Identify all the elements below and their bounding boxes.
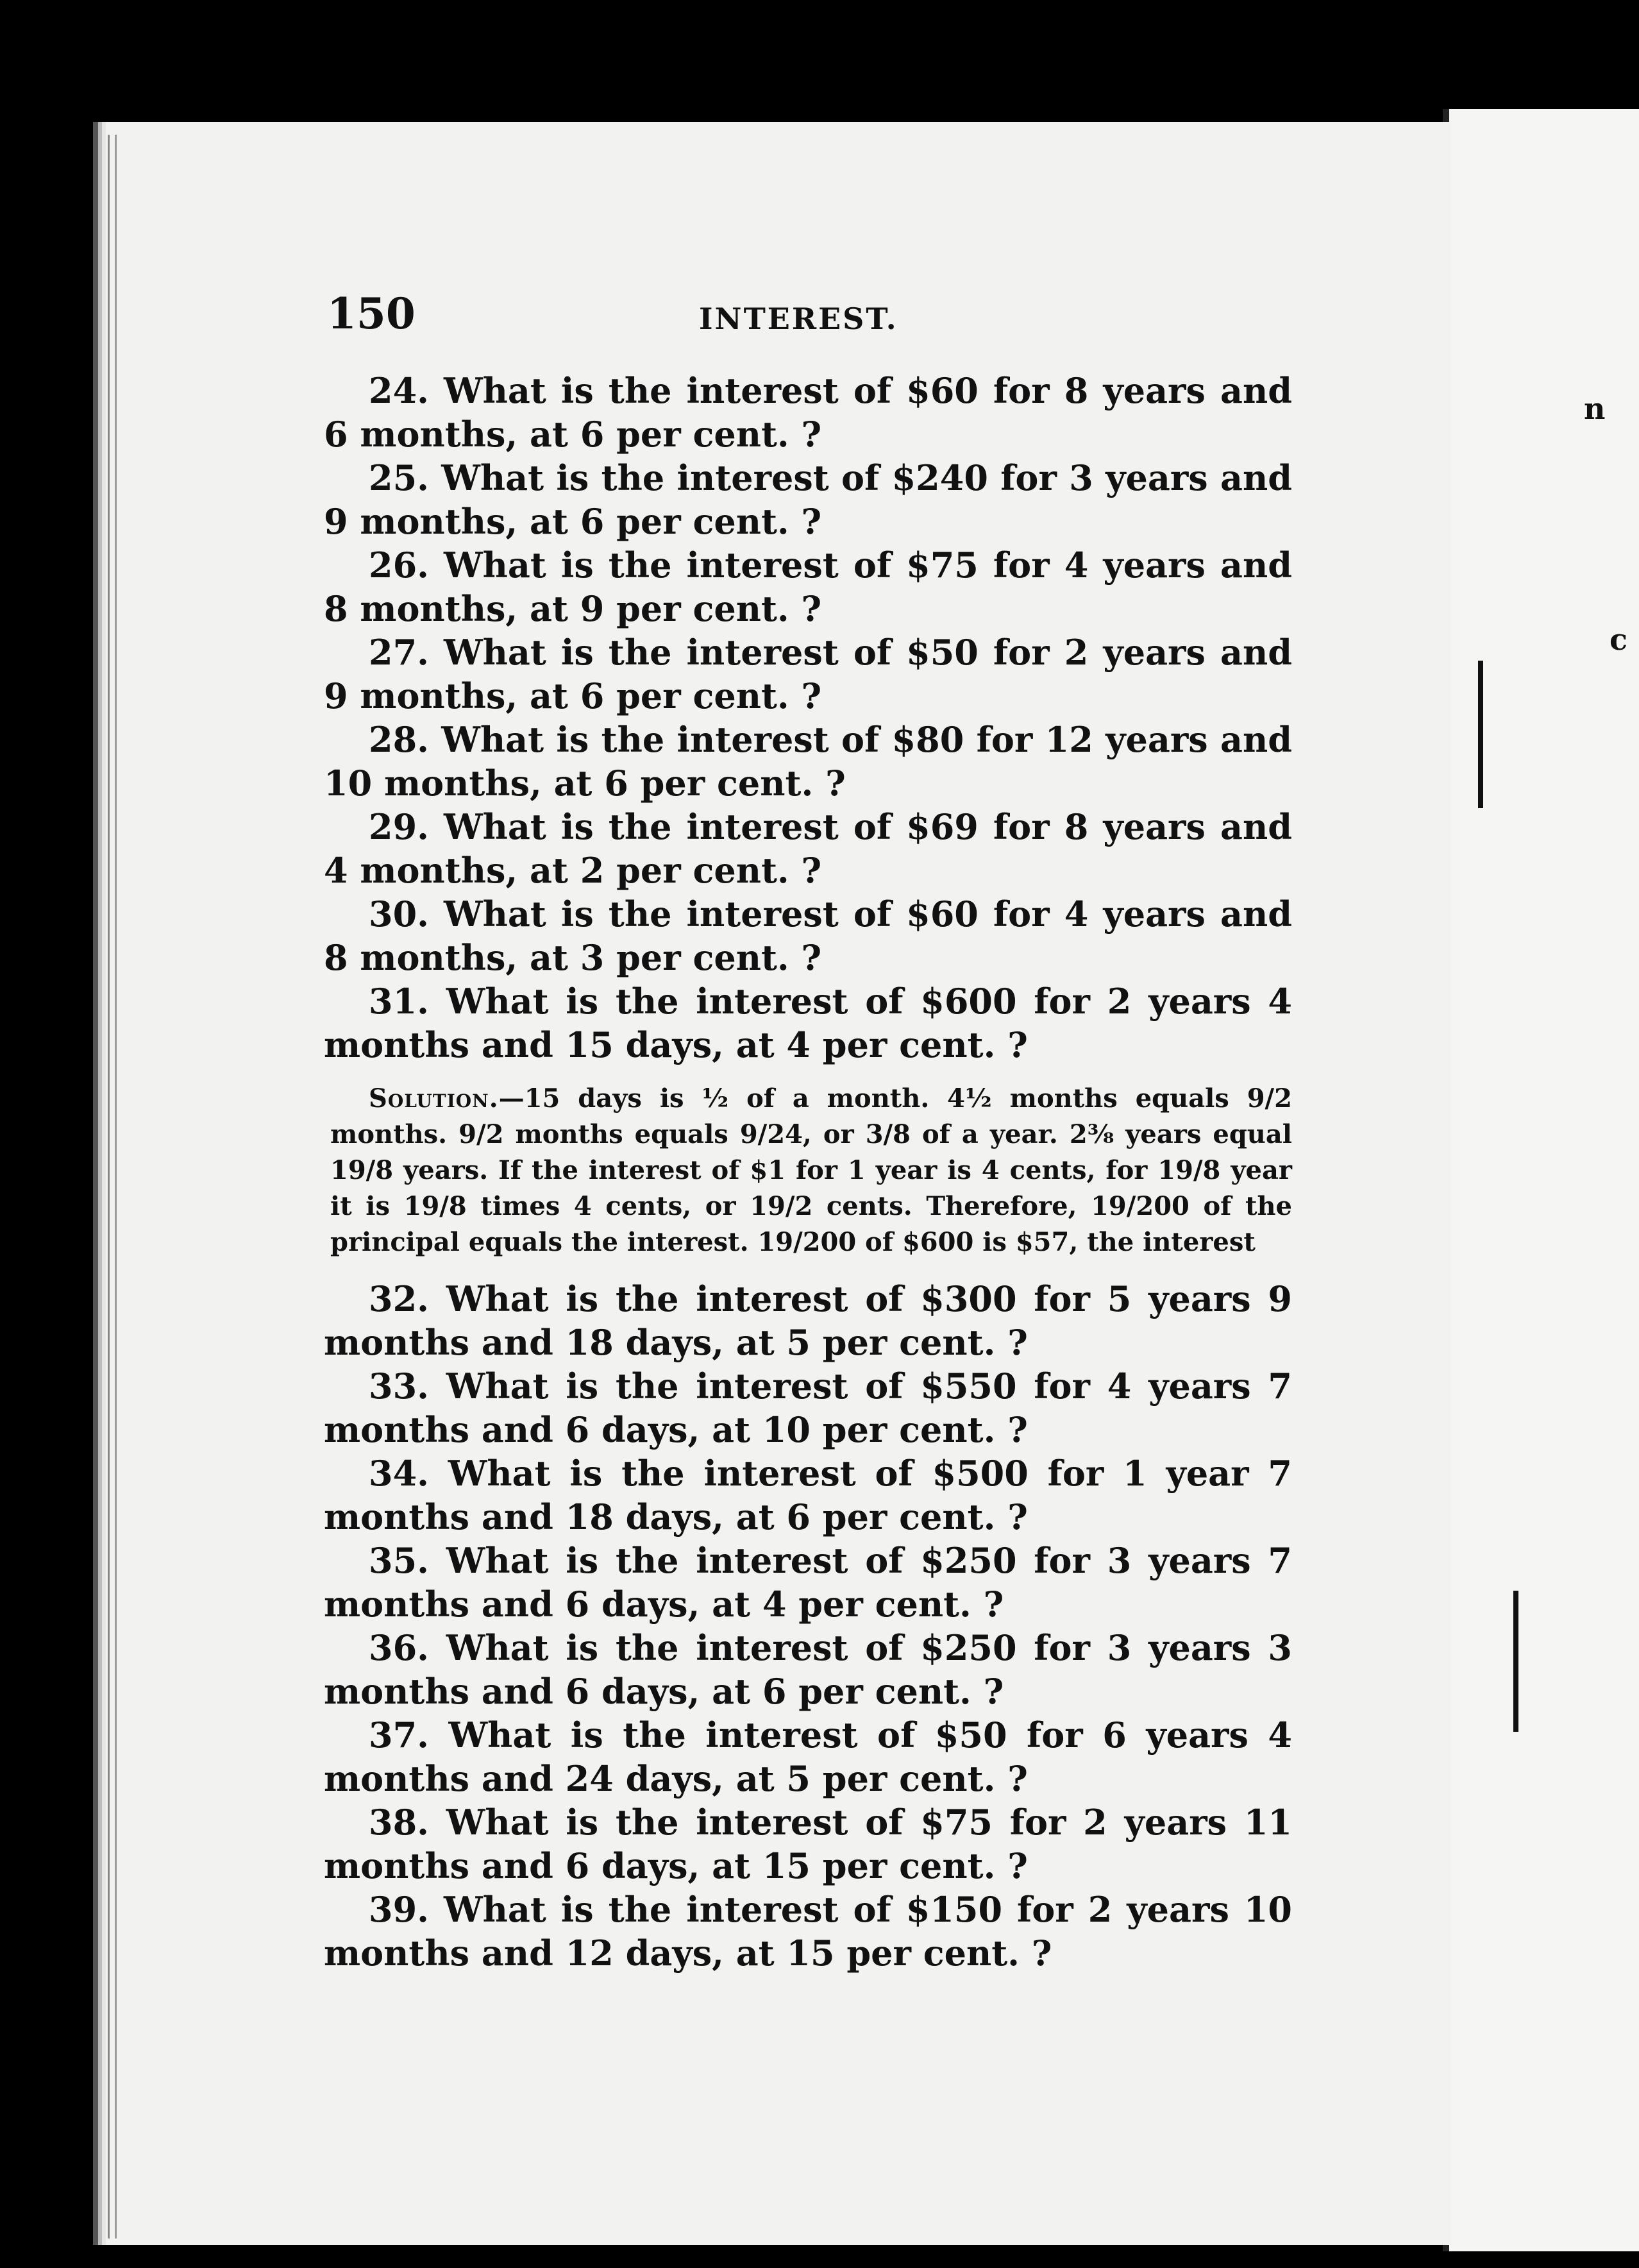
- question: 30. What is the interest of $60 for 4 years and 8 months, at 3 per cent. ?: [324, 893, 1292, 978]
- page-header: [327, 289, 1295, 346]
- facing-page-mark: [1513, 1591, 1518, 1732]
- question: 38. What is the interest of $75 for 2 years 11 months and 6 days, at 15 per cent. ?: [324, 1802, 1292, 1886]
- solution-text: —15 days is ½ of a month. 4½ months equals 9/2 months. 9/2 months equals 9/24, or 3/8 of a year. 2⅜ years equal 19/8 years. If the interest of $1 for 1 year is 4 cents, for 19/8 year it is 19/8 times 4 cents, or 19/2 cents. Therefore, 19/200 of the principal equals the interest. 19/200 of $600 is $57, the interest: [330, 1083, 1292, 1257]
- question: 35. What is the interest of $250 for 3 years 7 months and 6 days, at 4 per cent. ?: [324, 1540, 1292, 1625]
- question: 34. What is the interest of $500 for 1 year 7 months and 18 days, at 6 per cent. ?: [324, 1453, 1292, 1537]
- question: 32. What is the interest of $300 for 5 years 9 months and 18 days, at 5 per cent. ?: [324, 1278, 1292, 1363]
- facing-page: [1443, 109, 1639, 2251]
- facing-page-mark: [1478, 661, 1483, 808]
- question: 31. What is the interest of $600 for 2 years 4 months and 15 days, at 4 per cent. ?: [324, 981, 1292, 1065]
- question: 36. What is the interest of $250 for 3 years 3 months and 6 days, at 6 per cent. ?: [324, 1627, 1292, 1712]
- question: 39. What is the interest of $150 for 2 years 10 months and 12 days, at 15 per cent. ?: [324, 1889, 1292, 1974]
- running-head: INTEREST.: [699, 301, 898, 336]
- question: 27. What is the interest of $50 for 2 years and 9 months, at 6 per cent. ?: [324, 632, 1292, 716]
- page-edge: [108, 135, 117, 2238]
- text-block: [324, 369, 1292, 1975]
- facing-page-fragment-2: c: [1610, 622, 1628, 657]
- solution-label: Solution.: [369, 1083, 499, 1113]
- facing-page-fragment-1: n: [1584, 391, 1606, 426]
- question: 33. What is the interest of $550 for 4 years 7 months and 6 days, at 10 per cent. ?: [324, 1366, 1292, 1450]
- question: 25. What is the interest of $240 for 3 years and 9 months, at 6 per cent. ?: [324, 457, 1292, 542]
- page-number: 150: [327, 289, 416, 339]
- question: 29. What is the interest of $69 for 8 years and 4 months, at 2 per cent. ?: [324, 806, 1292, 891]
- question: 28. What is the interest of $80 for 12 years and 10 months, at 6 per cent. ?: [324, 719, 1292, 804]
- question: 37. What is the interest of $50 for 6 years 4 months and 24 days, at 5 per cent. ?: [324, 1714, 1292, 1799]
- question: 26. What is the interest of $75 for 4 years and 8 months, at 9 per cent. ?: [324, 545, 1292, 629]
- solution-paragraph: [330, 1081, 1292, 1260]
- question: 24. What is the interest of $60 for 8 years and 6 months, at 6 per cent. ?: [324, 370, 1292, 455]
